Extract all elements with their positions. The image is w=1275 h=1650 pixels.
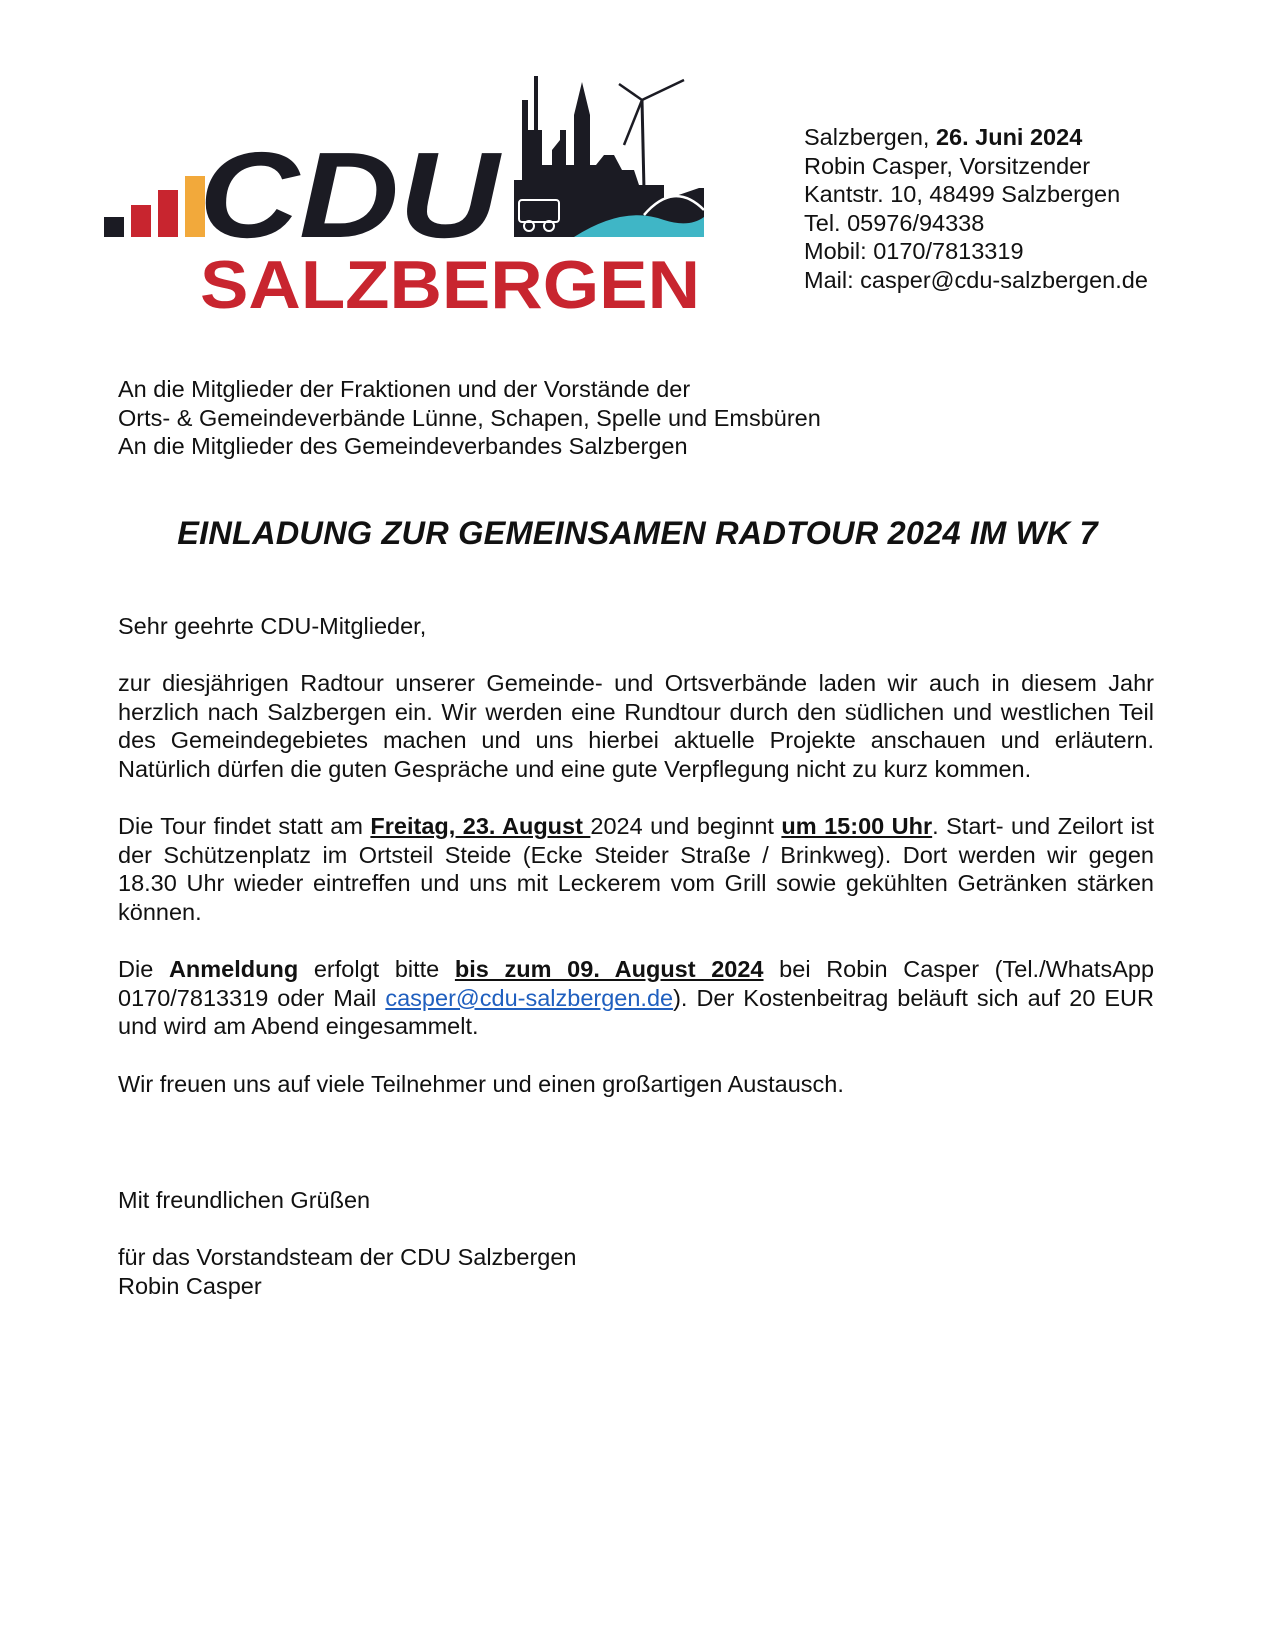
cdu-salzbergen-logo	[104, 70, 734, 330]
paragraph-closing-remark: Wir freuen uns auf viele Teilnehmer und einen großartigen Austausch.	[118, 1070, 844, 1097]
recipient-line: An die Mitglieder der Fraktionen und der Vorstände der	[118, 376, 691, 402]
sender-mobile: Mobil: 0170/7813319	[804, 238, 1024, 265]
tour-date: Freitag, 23. August	[370, 813, 591, 840]
closing-block	[118, 1186, 576, 1300]
registration-label: Anmeldung	[168, 956, 299, 983]
tour-text-1: Die Tour findet statt am	[118, 813, 371, 840]
email-link[interactable]: casper@cdu-salzbergen.de	[385, 984, 674, 1011]
tour-time: um 15:00 Uhr	[781, 813, 933, 840]
tour-text-3: . Start- und Zeilort ist der Schützenplatz im Ortsteil Steide (Ecke Steider Straße / Brinkweg). Dort werden wir gegen 18.30 Uhr wieder eintreffen und uns mit Leckerem vom Grill sowie gekühlten Getränken stärken können.	[118, 813, 1154, 925]
salutation: Sehr geehrte CDU-Mitglieder,	[118, 613, 427, 639]
sender-mail: Mail: casper@cdu-salzbergen.de	[804, 266, 1148, 293]
letter-title: EINLADUNG ZUR GEMEINSAMEN RADTOUR 2024 IM WK 7	[177, 515, 1098, 551]
reg-text-4: ). Der Kostenbeitrag beläuft sich auf 20 EUR und wird am Abend eingesammelt.	[118, 984, 1154, 1040]
sender-phone: Tel. 05976/94338	[804, 209, 985, 236]
sender-name: Robin Casper, Vorsitzender	[804, 152, 1091, 179]
letter-body	[118, 612, 1154, 1127]
recipient-line: Orts- & Gemeindeverbände Lünne, Schapen, Spelle und Emsbüren	[118, 404, 821, 431]
paragraph-tour-details	[118, 812, 1154, 926]
recipients-block	[118, 375, 821, 461]
sender-place: Salzbergen,	[804, 124, 930, 150]
sender-block	[804, 123, 1148, 295]
reg-text-1: Die	[118, 956, 169, 983]
reg-text-3: bei Robin Casper (Tel./WhatsApp 0170/7813319 oder Mail	[118, 956, 1155, 1011]
logo-bars-icon	[104, 176, 205, 237]
sender-date-line	[804, 123, 1148, 152]
tour-text-2: 2024 und beginnt	[590, 813, 782, 840]
logo-cdu-text: CDU	[199, 127, 503, 263]
logo-skyline-icon	[514, 76, 704, 237]
closing-greeting: Mit freundlichen Grüßen	[118, 1187, 371, 1213]
registration-deadline: bis zum 09. August 2024	[454, 956, 764, 983]
letter-date: 26. Juni 2024	[935, 124, 1083, 150]
closing-spacer	[118, 1215, 576, 1244]
logo-salzbergen-text: SALZBERGEN	[200, 247, 700, 323]
recipient-line: An die Mitglieder des Gemeindeverbandes Salzbergen	[118, 433, 688, 460]
reg-text-2: erfolgt bitte	[298, 956, 455, 983]
paragraph-registration	[118, 955, 1154, 1041]
paragraph-intro: zur diesjährigen Radtour unserer Gemeinde- und Ortsverbände laden wir auch in diesem Jahr herzlich nach Salzbergen ein. Wir werden eine Rundtour durch den südlichen und westlichen Teil des Gemeindegebietes machen und uns hierbei aktuelle Projekte anschauen und erläutern. Natürlich dürfen die guten Gespräche und eine gute Verpflegung nicht zu kurz kommen.	[118, 670, 1154, 782]
closing-signer: Robin Casper	[118, 1272, 262, 1299]
sender-address: Kantstr. 10, 48499 Salzbergen	[804, 181, 1121, 208]
closing-team: für das Vorstandsteam der CDU Salzbergen	[118, 1244, 577, 1271]
